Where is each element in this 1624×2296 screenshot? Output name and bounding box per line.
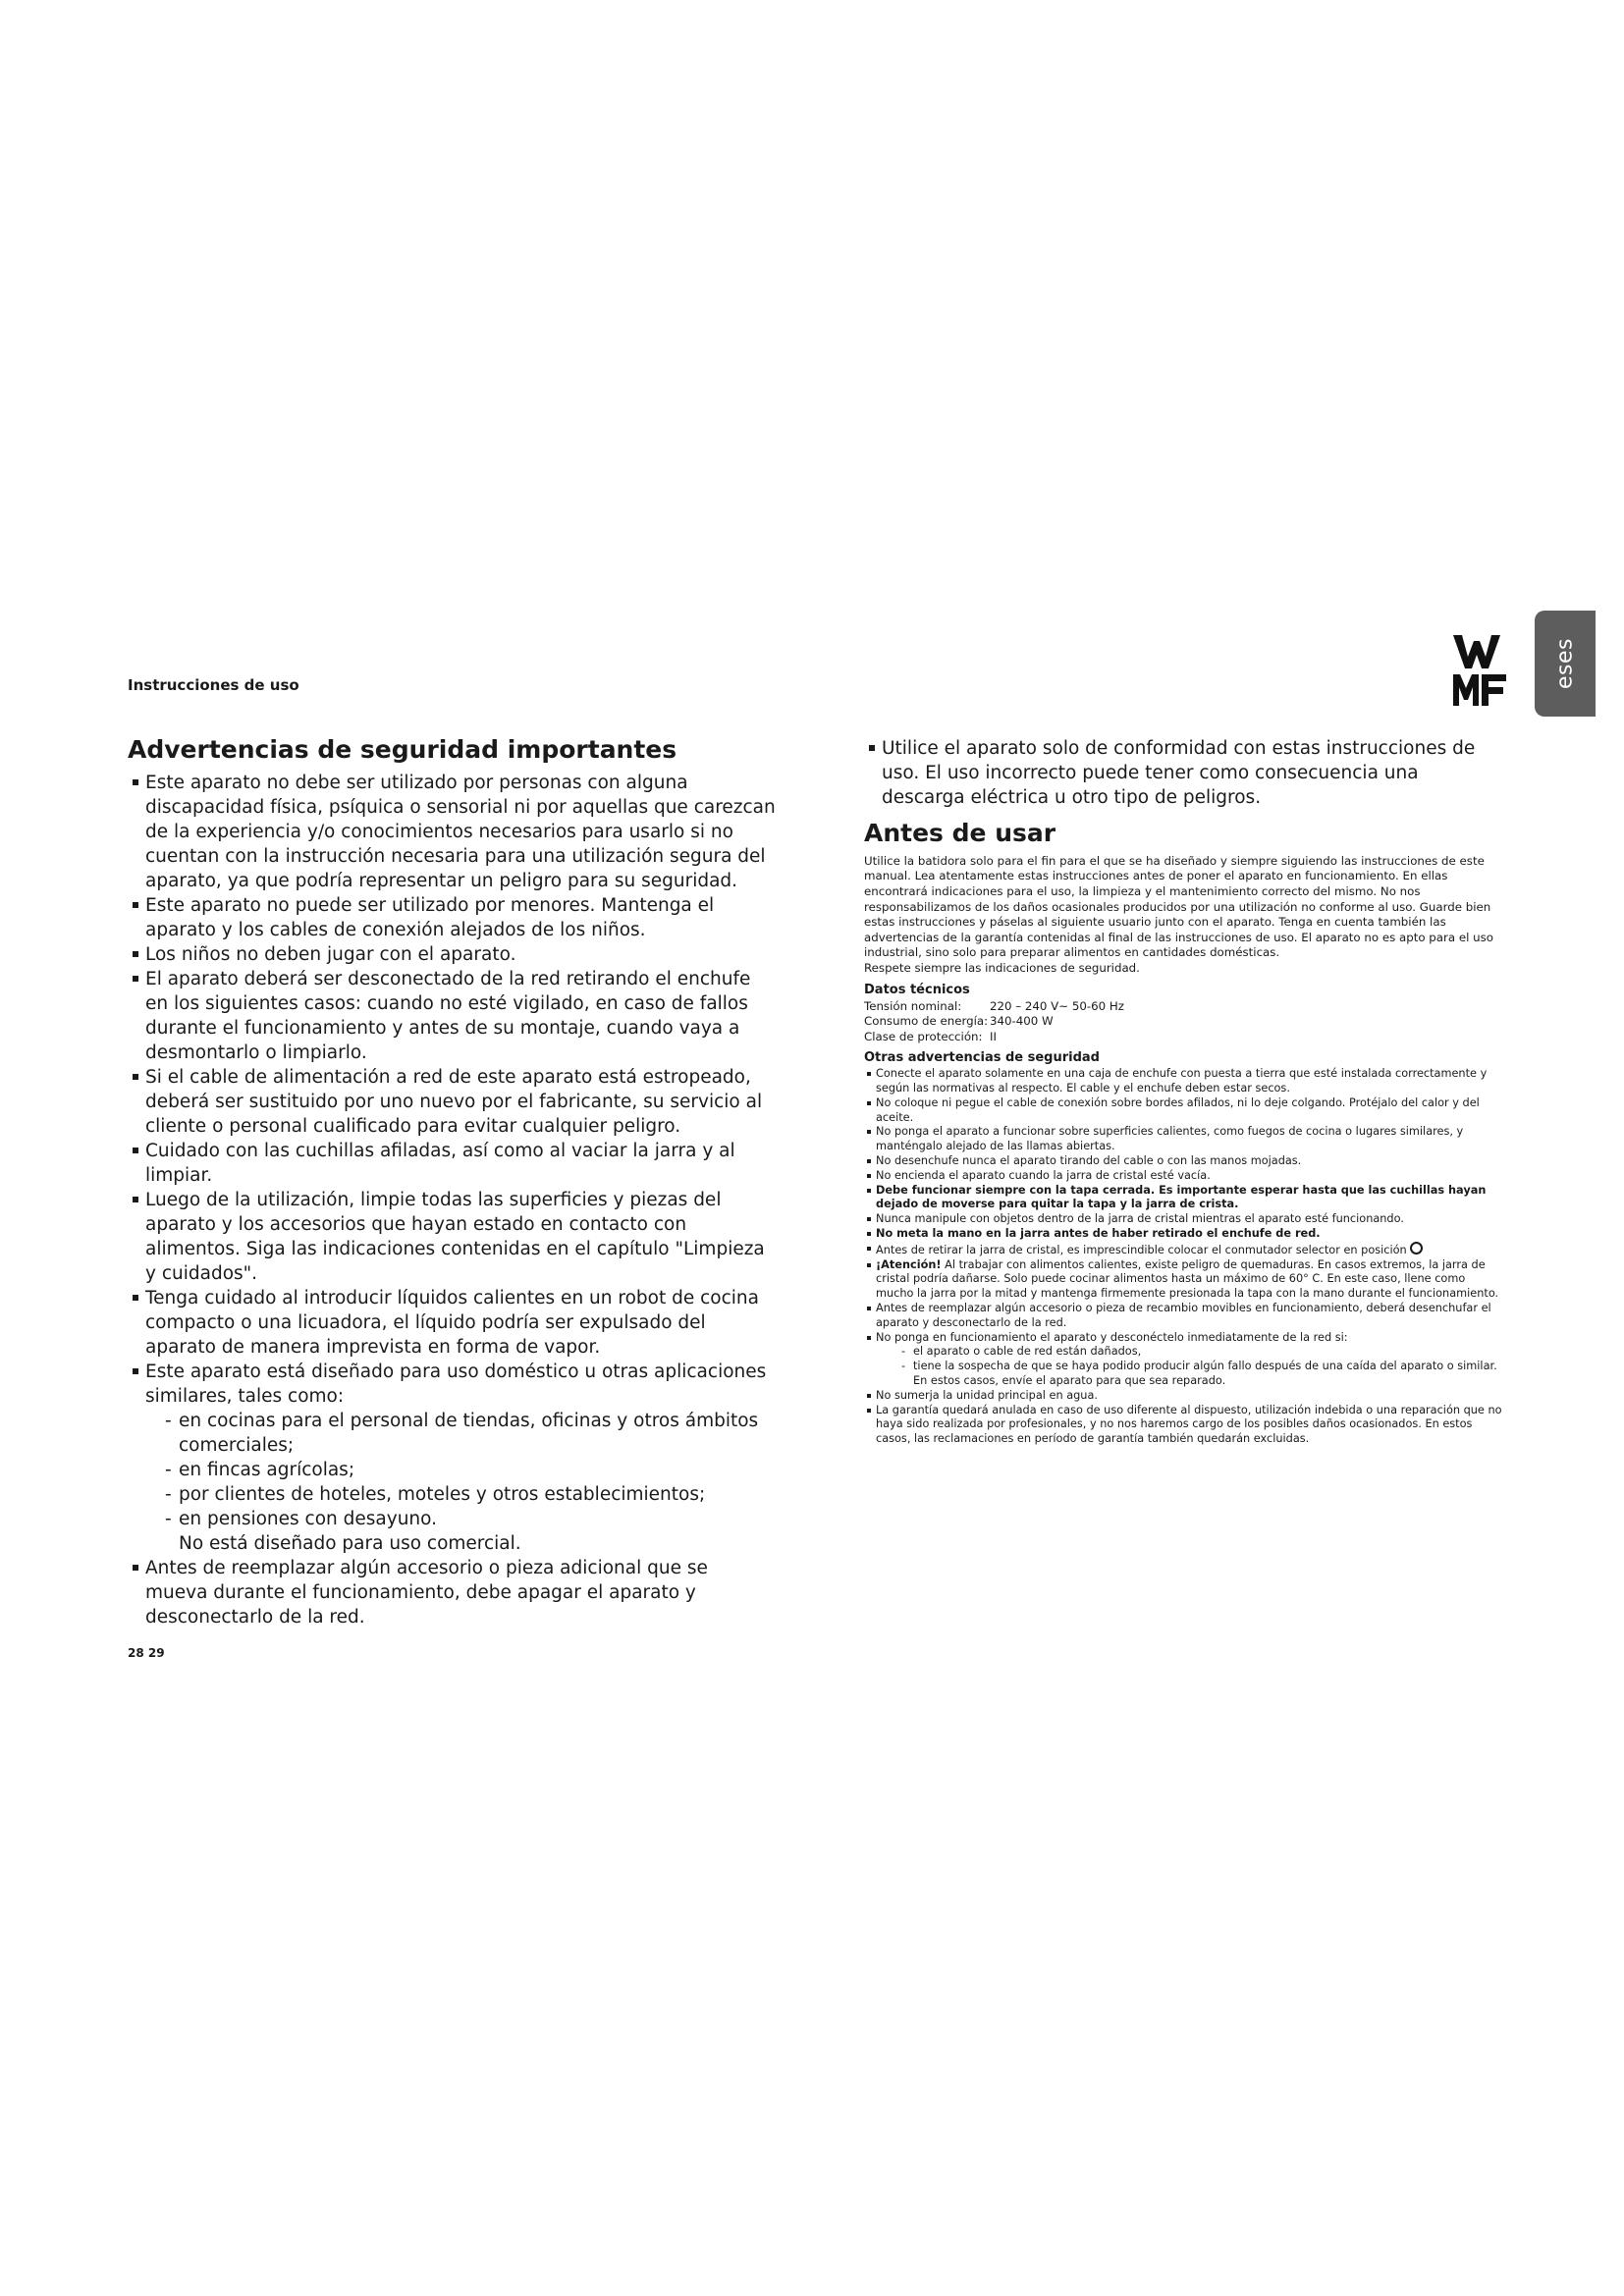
spec-label: Tensión nominal:: [864, 998, 962, 1013]
spec-row: [864, 999, 1502, 1015]
right-column: [864, 736, 1502, 1447]
disconnect-note: En estos casos, envíe el aparato para que sea reparado.: [913, 1374, 1226, 1388]
before-use-intro: Utilice la batidora solo para el fin para el que se ha diseñado y siempre siguiendo las instrucciones de este manual. Lea atentamente estas instrucciones antes de poner el aparato en funcionamiento. En ellas encontrará indicaciones para el uso, la limpieza y el mantenimiento correcto del mismo. No nos responsabilizamos de los daños ocasionales producidos por una utilización no conforme al uso. Guarde bien estas instrucciones y páselas al siguiente usuario junto con el aparato. Tenga en cuenta también las advertencias de la garantía contenidas al final de las instrucciones de uso. El aparato no es apto para el uso industrial, sino solo para preparar alimentos en cantidades domésticas.: [864, 853, 1493, 960]
spec-row: [864, 1014, 1502, 1030]
sub-list-item: - en cocinas para el personal de tiendas, oficinas y otros ámbitos comerciales;: [165, 1409, 776, 1458]
sub-list-item: - el aparato o cable de red están dañados,: [901, 1345, 1502, 1360]
language-tab-label: eses: [1552, 638, 1578, 689]
spec-value: 220 – 240 V~ 50-60 Hz: [990, 998, 1124, 1013]
before-use-heading: Antes de usar: [864, 819, 1056, 847]
list-item: No meta la mano en la jarra antes de haber retirado el enchufe de red.: [864, 1227, 1502, 1242]
spec-row: [864, 1030, 1502, 1045]
list-item: Antes de reemplazar algún accesorio o pieza adicional que se mueva durante el funcionamiento, debe apagar el aparato y desconectarlo de la red.: [128, 1556, 776, 1629]
list-item: Luego de la utilización, limpie todas las superficies y piezas del aparato y los accesorios que hayan estado en contacto con alimentos. Siga las indicaciones contenidas en el capítulo "Limpieza y cuidados".: [128, 1188, 776, 1286]
list-item: Antes de reemplazar algún accesorio o pieza de recambio movibles en funcionamiento, deberá desenchufar el aparato y desconectarlo de la red.: [864, 1302, 1502, 1331]
list-item: No encienda el aparato cuando la jarra de cristal esté vacía.: [864, 1169, 1502, 1184]
list-item: Tenga cuidado al introducir líquidos calientes en un robot de cocina compacto o una licuadora, el líquido podría ser expulsado del aparato de manera imprevista en forma de vapor.: [128, 1286, 776, 1360]
left-column: [128, 736, 776, 1629]
list-item: No coloque ni pegue el cable de conexión sobre bordes afilados, ni lo deje colgando. Protéjalo del calor y del aceite.: [864, 1096, 1502, 1126]
before-use-intro-last: Respete siempre las indicaciones de seguridad.: [864, 960, 1140, 975]
right-top-list: [864, 736, 1502, 810]
disconnect-sublist: [876, 1345, 1502, 1374]
list-item: [128, 1360, 776, 1556]
use-sublist: [145, 1409, 776, 1531]
list-item: No ponga el aparato a funcionar sobre superficies calientes, como fuegos de cocina o lugares similares, y manténgalo alejado de las llamas abiertas.: [864, 1125, 1502, 1154]
list-item: Cuidado con las cuchillas afiladas, así como al vaciar la jarra y al limpiar.: [128, 1139, 776, 1188]
document-header-title: Instrucciones de uso: [128, 676, 299, 694]
list-item: [864, 1242, 1502, 1258]
sub-list-item: - tiene la sospecha de que se haya podido producir algún fallo después de una caída del aparato o similar.: [901, 1360, 1502, 1374]
page-numbers: 28 29: [128, 1646, 165, 1660]
list-item: Debe funcionar siempre con la tapa cerrada. Es importante esperar hasta que las cuchillas hayan dejado de moverse para quitar la tapa y la jarra de crista.: [864, 1184, 1502, 1213]
list-item: Nunca manipule con objetos dentro de la jarra de cristal mientras el aparato esté funcionando.: [864, 1212, 1502, 1227]
other-warnings-list: [864, 1067, 1502, 1447]
list-item: El aparato deberá ser desconectado de la red retirando el enchufe en los siguientes casos: cuando no esté vigilado, en caso de fallos durante el funcionamiento y antes de su montaje, cuando vaya a desmontarlo o limpiarlo.: [128, 967, 776, 1065]
language-tab[interactable]: [1535, 611, 1596, 717]
list-item: No desenchufe nunca el aparato tirando del cable o con las manos mojadas.: [864, 1154, 1502, 1169]
disconnect-text: No ponga en funcionamiento el aparato y desconéctelo inmediatamente de la red si:: [876, 1330, 1348, 1344]
list-item: Utilice el aparato solo de conformidad con estas instrucciones de uso. El uso incorrecto puede tener como consecuencia una descarga eléctrica u otro tipo de peligros.: [864, 736, 1502, 810]
attention-label: ¡Atención!: [876, 1257, 942, 1271]
sub-list-item: - por clientes de hoteles, moteles y otros establecimientos;: [165, 1482, 776, 1507]
use-note: No está diseñado para uso comercial.: [179, 1532, 521, 1554]
list-item: La garantía quedará anulada en caso de uso diferente al dispuesto, utilización indebida o una reparación que no haya sido realizada por profesionales, y no nos haremos cargo de los posibles daños ocasionados. En estos casos, las reclamaciones en período de garantía también quedarán excluidas.: [864, 1404, 1502, 1447]
other-warnings-heading: Otras advertencias de seguridad: [864, 1050, 1100, 1066]
tech-data-heading: Datos técnicos: [864, 982, 970, 997]
sub-list-item: - en pensiones con desayuno.: [165, 1507, 776, 1531]
safety-list: [128, 771, 776, 1629]
list-item: [864, 1258, 1502, 1302]
list-item: Este aparato no puede ser utilizado por menores. Mantenga el aparato y los cables de conexión alejados de los niños.: [128, 893, 776, 942]
off-position-icon: [1410, 1242, 1423, 1255]
list-item: [864, 1331, 1502, 1389]
safety-heading: Advertencias de seguridad importantes: [128, 735, 677, 764]
list-item: Si el cable de alimentación a red de este aparato está estropeado, deberá ser sustituido por uno nuevo por el fabricante, su servicio al cliente o personal cualificado para evitar cualquier peligro.: [128, 1065, 776, 1139]
list-item: Conecte el aparato solamente en una caja de enchufe con puesta a tierra que esté instalada correctamente y según las normativas al respecto. El cable y el enchufe deben estar secos.: [864, 1067, 1502, 1096]
use-item-text: Este aparato está diseñado para uso doméstico u otras aplicaciones similares, tales como:: [145, 1361, 767, 1407]
spec-label: Clase de protección:: [864, 1029, 983, 1043]
list-item: No sumerja la unidad principal en agua.: [864, 1389, 1502, 1404]
list-item: Este aparato no debe ser utilizado por personas con alguna discapacidad física, psíquica o sensorial ni por aquellas que carezcan de la experiencia y/o conocimientos necesarios para usarlo si no cuentan con la instrucción necesaria para una utilización segura del aparato, ya que podría representar un peligro para su seguridad.: [128, 771, 776, 893]
list-item: Los niños no deben jugar con el aparato.: [128, 942, 776, 967]
selector-position-text: Antes de retirar la jarra de cristal, es imprescindible colocar el conmutador selector en posición: [876, 1243, 1407, 1256]
spec-value: II: [990, 1029, 997, 1043]
spec-label: Consumo de energía:: [864, 1014, 989, 1029]
attention-text: Al trabajar con alimentos calientes, existe peligro de quemaduras. En casos extremos, la jarra de cristal podría dañarse. Solo puede cocinar alimentos hasta un máximo de 60° C. En este caso, llene como mucho la jarra por la mitad y mantenga firmemente presionada la tapa con la mano durante el funcionamiento.: [876, 1257, 1499, 1301]
sub-list-item: - en fincas agrícolas;: [165, 1458, 776, 1482]
wmf-logo: [1451, 633, 1508, 708]
spec-value: 340-400 W: [990, 1014, 1054, 1029]
